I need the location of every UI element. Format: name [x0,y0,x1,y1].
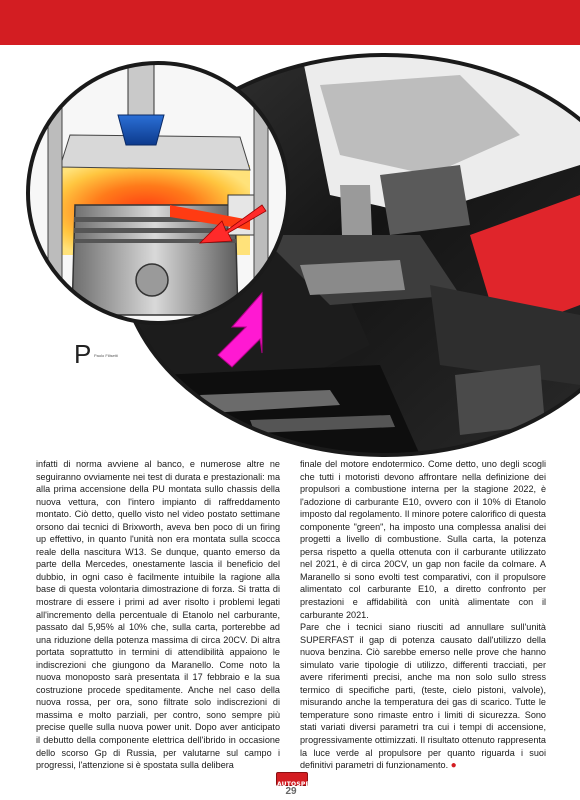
magazine-logo: AUTOSPRINT [276,772,308,786]
article-paragraph: finale del motore endotermico. Come detto, uno degli scogli che tutti i motoristi devono affrontare nella definizione dei propulsori a combustione interna per la stagione 2022, è l'adozione di carburante E10, ovvero con il 10% di Etanolo imposto dal regolamento. Il minore potere calorifico di questa componente "green", ha imposto una complessa analisi dei progetti a livello di combustione. Sulla carta, la potenza persa rispetto a quella ottenuta con il carburante utilizzato nel 2021, è di circa 20CV, un gap non facile da colmare. A Maranello si sono evolti test comparativi, con il propulsore alimentato col carburante E10, a diretto confronto per prestazioni e affidabilità con unità alimentate con il carburante 2021. [300,459,546,620]
top-red-band [0,0,580,45]
engine-illustration [0,45,580,465]
svg-text:P: P [74,339,92,369]
piston-illustration [28,63,288,325]
article-paragraph: infatti di norma avviene al banco, e numerose altre ne seguiranno ovviamente nei test di durata e prestazionali: ma alla prima accensione della PU montata sullo chassis della nuova vettura, con l'intero impianto di raffreddamento montato. Ciò detto, quello visto nel video postato settimane orsono dai tecnici di Brixworth, aveva ben poco di un firing up effettivo, in quanto l'unità non era montata sulla scocca reale della nascitura W13. Se dunque, quanto emerso da parte della Mercedes, onestamente lascia il beneficio del dubbio, in ogni caso è facilmente intuibile la ragione alla base di questa volontaria dimostrazione di forza. Si tratta di mostrare di essere i primi ad aver risolto i problemi legati all'incremento della percentuale di Etanolo nel carburante, passato dal 5,95% al 10% che, sulla carta, porterebbe ad una riduzione della potenza massima di circa 20CV. Di altra portata soprattutto in termini di attendibilità appaiono le indiscrezioni che giungono da Maranello. Come noto la nuova monoposto sarà presentata il 17 febbraio e la sua costruzione procede speditamente. Anche nel caso della nuova rossa, per ora, sono filtrate solo indiscrezioni di massima e molto parziali, per contro, sono sempre più precise quelle sulla nuova power unit. Dopo aver anticipato il debutto della componente elettrica dell'ibrido in occasione dello scorso Gp di Russia, per valutarne sul campo i progressi, l'attenzione si è spostata sulla delibera [36,459,280,771]
article-column-left [36,458,280,772]
article-paragraph: Pare che i tecnici siano riusciti ad annullare sull'unità SUPERFAST il gap di potenza causato dall'utilizzo della nuova benzina. Ciò sarebbe emerso nelle prove che hanno simulato varie tipologie di utilizzo, differenti tracciati, per avere riferimenti precisi, anche ma non solo sullo stress termico di specifiche parti, (teste, cielo pistoni, valvole), misurando anche la temperatura dei gas di scarico. Tutte le temperature sono rimaste entro i limiti di sicurezza. Sono stati variati diversi parametri tra cui i tempi di accensione, progressivamente ottimizzati. Il risultato ottenuto rappresenta la luce verde al propulsore per quanto riguarda i suoi definitivi parametri di funzionamento. ● [300,622,546,772]
end-mark-icon: ● [450,760,457,772]
article-column-right [300,458,546,773]
watermark-logo [74,339,118,369]
page-number: 29 [285,786,297,797]
svg-text:Paolo Filisetti: Paolo Filisetti [94,353,118,358]
